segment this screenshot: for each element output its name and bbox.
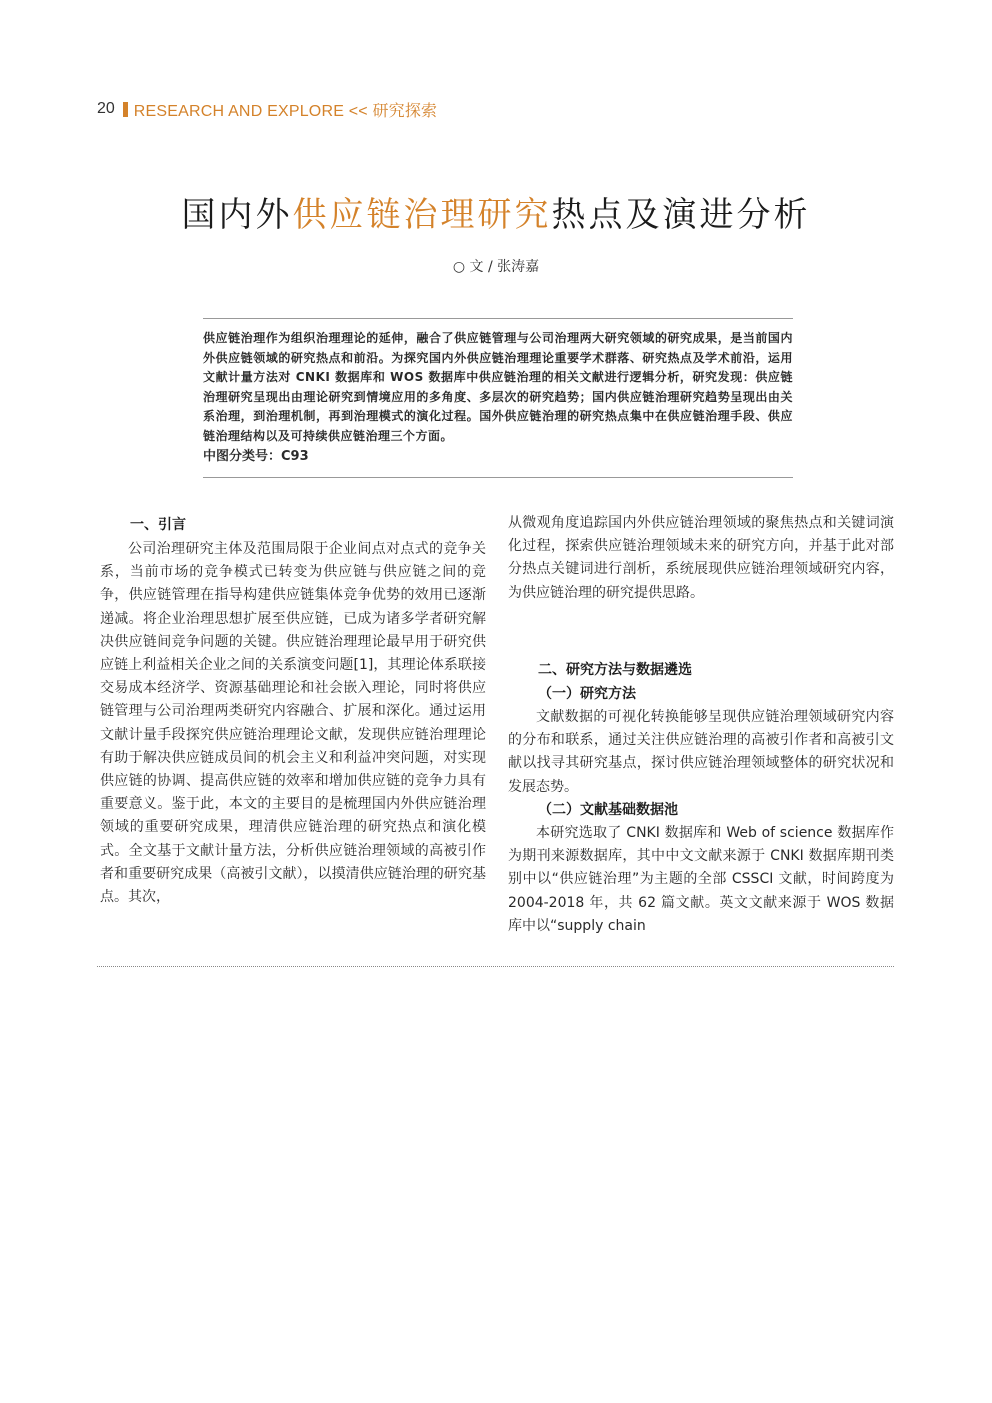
continuation-paragraph: 从微观角度追踪国内外供应链治理领域的聚焦热点和关键词演化过程，探索供应链治理领域未来的研究方向，并基于此对部分热点关键词进行剖析，系统展现供应链治理领域研究内容，为供应链治理的研究提供思路。 — [508, 515, 894, 601]
left-column — [100, 512, 486, 909]
header-accent-bar — [123, 102, 128, 117]
title-highlight: 供应链治理研究 — [292, 195, 552, 235]
data-pool-paragraph: 本研究选取了 CNKI 数据库和 Web of science 数据库作为期刊来源数据库，其中中文文献来源于 CNKI 数据库期刊类别中以“供应链治理”为主题的全部 CSSCI 文献，时间跨度为 2004-2018 年，共 62 篇文献。英文文献来源于 WOS 数据库中以“supply chain — [508, 825, 894, 934]
right-column — [508, 512, 894, 938]
running-header — [97, 98, 437, 120]
section-heading-introduction: 一、引言 — [130, 517, 186, 533]
abstract-box — [203, 318, 793, 478]
classification-number: 中图分类号：C93 — [203, 448, 309, 464]
introduction-paragraph: 公司治理研究主体及范围局限于企业间点对点式的竞争关系，当前市场的竞争模式已转变为供应链与供应链之间的竞争，供应链管理在指导构建供应链集体竞争优势的效用已逐渐递减。将企业治理思想扩展至供应链，已成为诸多学者研究解决供应链间竞争问题的关键。供应链治理理论最早用于研究供应链上利益相关企业之间的关系演变问题[1]，其理论体系联接交易成本经济学、资源基础理论和社会嵌入理论，同时将供应链管理与公司治理两类研究内容融合、扩展和深化。通过运用文献计量手段探究供应链治理理论文献，发现供应链治理理论有助于解决供应链成员间的机会主义和利益冲突问题，对实现供应链的协调、提高供应链的效率和增加供应链的竞争力具有重要意义。鉴于此，本文的主要目的是梳理国内外供应链治理领域的重要研究成果，理清供应链治理的研究热点和演化模式。全文基于文献计量方法，分析供应链治理领域的高被引作者和重要研究成果（高被引文献），以摸清供应链治理的研究基点。其次， — [100, 541, 486, 906]
article-title — [0, 190, 992, 240]
methods-paragraph: 文献数据的可视化转换能够呈现供应链治理领域研究内容的分布和联系，通过关注供应链治理的高被引作者和高被引文献以找寻其研究基点，探讨供应链治理领域整体的研究状况和发展态势。 — [508, 709, 894, 795]
bottom-divider — [97, 966, 894, 967]
title-suffix: 热点及演进分析 — [551, 195, 811, 235]
section-label: RESEARCH AND EXPLORE << 研究探索 — [133, 102, 438, 120]
subsection-heading-methods: （一）研究方法 — [538, 685, 636, 702]
section-heading-methods: 二、研究方法与数据遴选 — [538, 661, 692, 678]
page-number: 20 — [97, 100, 115, 117]
subsection-heading-data-pool: （二）文献基础数据池 — [538, 801, 678, 818]
abstract-text: 供应链治理作为组织治理理论的延伸，融合了供应链管理与公司治理两大研究领域的研究成果，是当前国内外供应链领域的研究热点和前沿。为探究国内外供应链治理理论重要学术群落、研究热点及学术前沿，运用文献计量方法对 CNKI 数据库和 WOS 数据库中供应链治理的相关文献进行逻辑分析，研究发现：供应链治理研究呈现出由理论研究到情境应用的多角度、多层次的研究趋势；国内供应链治理研究趋势呈现出由关系治理，到治理机制，再到治理模式的演化过程。国外供应链治理的研究热点集中在供应链治理手段、供应链治理结构以及可持续供应链治理三个方面。 — [203, 331, 793, 443]
author-line: ○ 文 / 张涛嘉 — [452, 259, 540, 275]
title-prefix: 国内外 — [181, 195, 293, 235]
